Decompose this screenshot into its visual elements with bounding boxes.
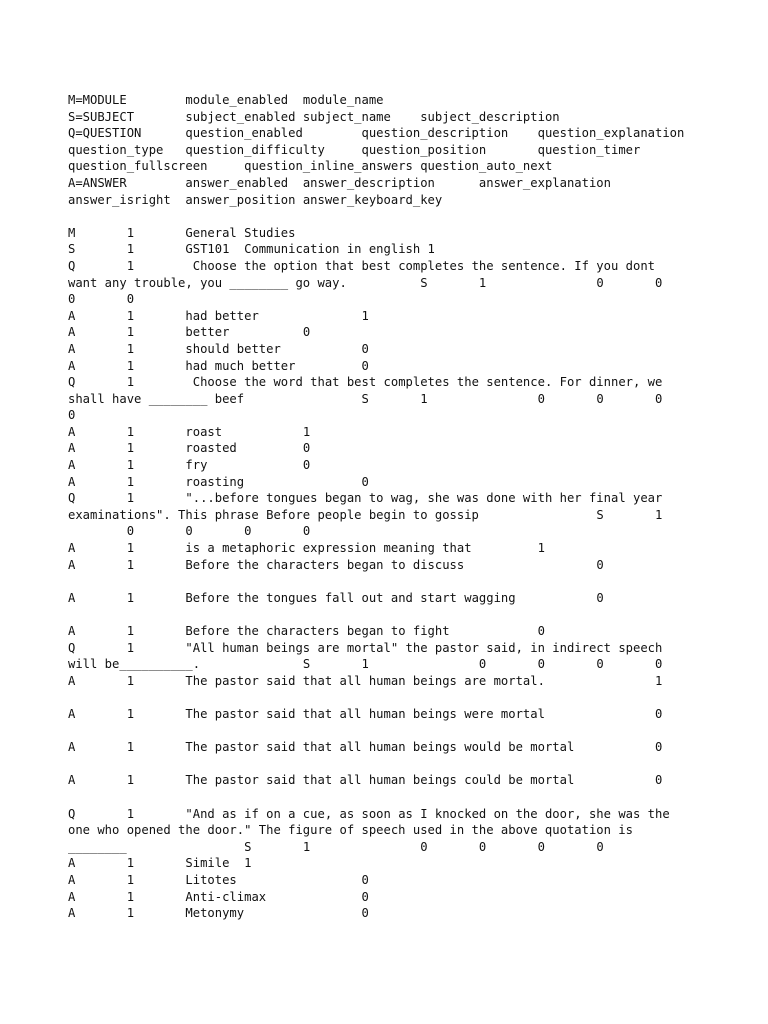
document-line: [68, 756, 684, 773]
document-line: 0 0 0 0: [68, 524, 311, 539]
document-line: A 1 had better 1: [68, 308, 369, 323]
document-line: A 1 Before the characters began to fight 0: [68, 624, 545, 638]
document-line: Q 1 Choose the option that best completes the sentence. If you dont: [68, 258, 656, 273]
document-line: A 1 better 0: [68, 325, 311, 340]
document-line: A 1 fry 0: [68, 458, 311, 473]
document-line: A 1 roast 1: [68, 424, 311, 439]
document-line: A 1 Simile 1: [68, 856, 252, 871]
document-line: A 1 Litotes 0: [68, 872, 369, 887]
document-line: Q 1 "...before tongues began to wag, she was done with her final year: [68, 491, 663, 506]
document-line: ________ S 1 0 0 0 0: [68, 839, 604, 854]
document-line: A 1 The pastor said that all human beings could be mortal 0: [68, 773, 663, 788]
document-line: S 1 GST101 Communication in english 1: [68, 242, 435, 257]
document-line: A 1 The pastor said that all human beings were mortal 0: [68, 706, 663, 721]
document-line: Q 1 Choose the word that best completes the sentence. For dinner, we: [68, 375, 663, 390]
document-line: question_fullscreen question_inline_answers question_auto_next: [68, 159, 553, 174]
document-line: [68, 606, 684, 623]
document-line: [68, 789, 684, 806]
document-line: A 1 The pastor said that all human beings would be mortal 0: [68, 740, 663, 755]
document-line: A 1 roasted 0: [68, 441, 311, 456]
document-line: A 1 had much better 0: [68, 358, 369, 373]
document-line: [68, 208, 684, 225]
document-line: S=SUBJECT subject_enabled subject_name subject_description: [68, 109, 560, 124]
document-line: A 1 is a metaphoric expression meaning that 1: [68, 541, 545, 556]
document-line: shall have ________ beef S 1 0 0 0: [68, 391, 663, 406]
document-line: A 1 Before the tongues fall out and start wagging 0: [68, 590, 604, 605]
document-line: A 1 Before the characters began to discuss 0: [68, 557, 604, 572]
document-line: [68, 573, 684, 590]
document-line: one who opened the door." The figure of speech used in the above quotation is: [68, 823, 633, 838]
document-line: A 1 The pastor said that all human beings are mortal. 1: [68, 673, 663, 688]
document-line: M 1 General Studies: [68, 225, 296, 240]
document-line: question_type question_difficulty question_position question_timer: [68, 142, 641, 157]
document-line: want any trouble, you ________ go way. S 1 0 0: [68, 275, 663, 290]
document-line: A 1 Anti-climax 0: [68, 889, 369, 904]
document-line: [68, 689, 684, 706]
document-line: A 1 roasting 0: [68, 474, 369, 489]
document-line: 0: [68, 408, 76, 423]
document-line: examinations". This phrase Before people begin to gossip S 1: [68, 507, 663, 522]
document-line: Q=QUESTION question_enabled question_description question_explanation: [68, 126, 685, 141]
document-line: Q 1 "All human beings are mortal" the pastor said, in indirect speech: [68, 640, 663, 655]
document-line: A=ANSWER answer_enabled answer_description answer_explanation: [68, 175, 611, 190]
document-line: [68, 723, 684, 740]
document-line: Q 1 "And as if on a cue, as soon as I knocked on the door, she was the: [68, 806, 670, 821]
document-line: 0 0: [68, 292, 135, 307]
document-line: A 1 should better 0: [68, 341, 369, 356]
document-line: A 1 Metonymy 0: [68, 906, 369, 921]
document-line: will be__________. S 1 0 0 0 0: [68, 657, 663, 672]
document-text: [68, 92, 684, 922]
document-line: answer_isright answer_position answer_keyboard_key: [68, 192, 443, 207]
document-line: M=MODULE module_enabled module_name: [68, 93, 384, 107]
